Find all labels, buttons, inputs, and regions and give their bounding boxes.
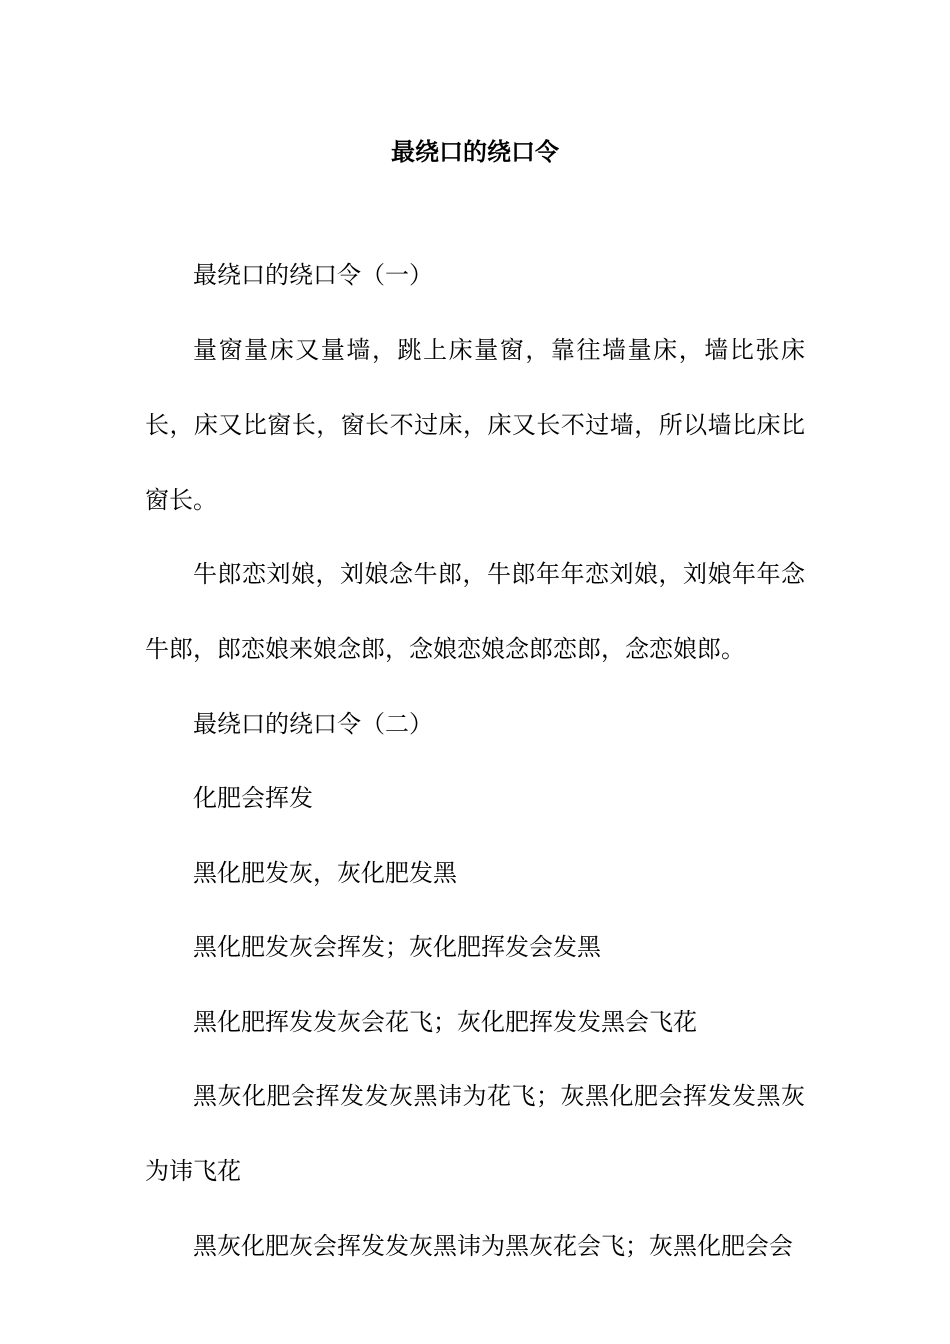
section-heading-2: 最绕口的绕口令（二） [193, 709, 433, 738]
paragraph-measure-window: 量窗量床又量墙，跳上床量窗，靠往墙量床，墙比张床长，床又比窗长，窗长不过床，床又长不过墙，所以墙比床比窗长。 [145, 335, 805, 514]
paragraph-line: 黑化肥发灰，灰化肥发黑 [193, 858, 457, 887]
paragraph-cowherd: 牛郎恋刘娘，刘娘念牛郎，牛郎年年恋刘娘，刘娘年年念牛郎，郎恋娘来娘念郎，念娘恋娘念郎恋郎，念恋娘郎。 [145, 560, 805, 663]
paragraph-line: 黑化肥挥发发灰会花飞；灰化肥挥发发黑会飞花 [193, 1007, 697, 1036]
paragraph-line: 黑灰化肥灰会挥发发灰黑讳为黑灰花会飞；灰黑化肥会会 [193, 1231, 793, 1260]
document-title: 最绕口的绕口令 [391, 137, 559, 166]
paragraph-line: 黑化肥发灰会挥发；灰化肥挥发会发黑 [193, 933, 601, 961]
paragraph-line: 黑灰化肥会挥发发灰黑讳为花飞；灰黑化肥会挥发发黑灰为讳飞花 [145, 1082, 805, 1185]
paragraph-line: 化肥会挥发 [193, 784, 313, 812]
document-body [145, 257, 805, 1302]
section-heading-1: 最绕口的绕口令（一） [193, 261, 433, 289]
